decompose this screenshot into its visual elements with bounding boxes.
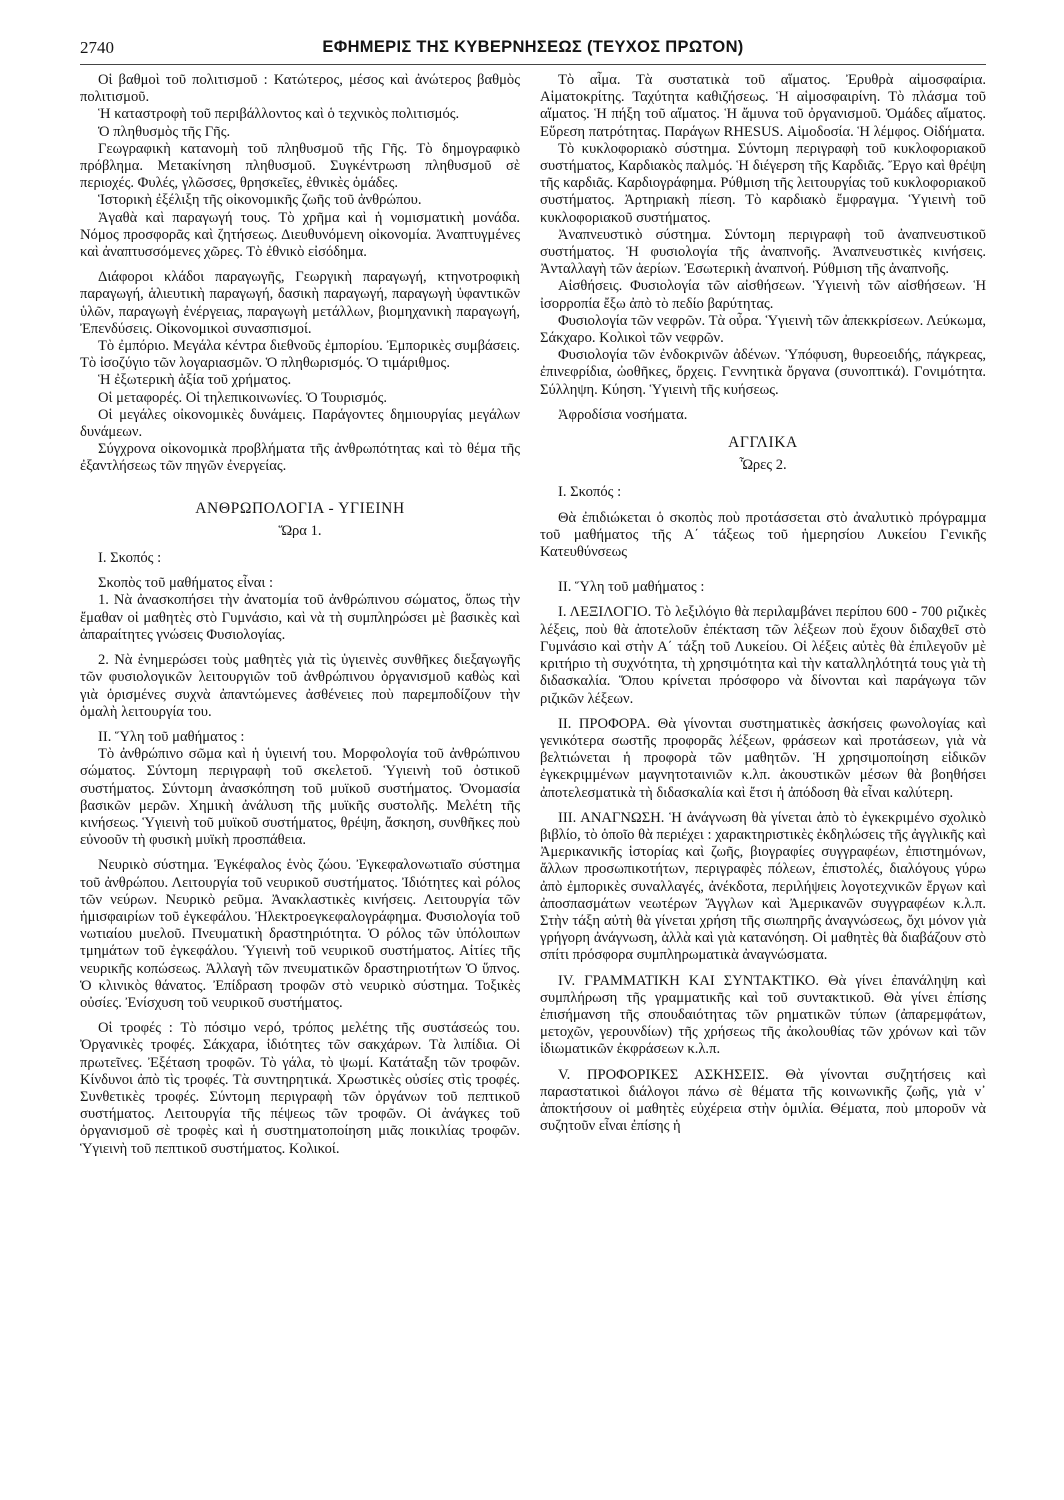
paragraph: Ἀναπνευστικὸ σύστημα. Σύντομη περιγραφὴ τοῦ ἀναπνευστικοῦ συστήματος. Ἡ φυσιολογία τῆς ἀναπνοῆς. Ἀναπνευστικὲς κινήσεις. Ἀνταλλαγὴ τῶν ἀερίων. Ἐσωτερικὴ ἀναπνοή. Ρύθμιση τῆς ἀναπνοῆς.: [540, 226, 986, 278]
gazette-title: ΕΦΗΜΕΡΙΣ ΤΗΣ ΚΥΒΕΡΝΗΣΕΩΣ (ΤΕΥΧΟΣ ΠΡΩΤΟΝ): [322, 38, 744, 56]
section-title-anthropology: ΑΝΘΡΩΠΟΛΟΓΙΑ - ΥΓΙΕΙΝΗ: [195, 499, 405, 517]
matter-heading: ΙΙ. Ὕλη τοῦ μαθήματος :: [98, 728, 245, 745]
aim-heading: Ι. Σκοπός :: [98, 550, 162, 567]
pronunciation-paragraph: ΙΙ. ΠΡΟΦΟΡΑ. Θὰ γίνονται συστηματικὲς ἀσκήσεις φωνολογίας καὶ γενικότερα σωστῆς προφορᾶς λέξεων, φράσεων καὶ προτάσεων, γιὰ νὰ βελτιώνεται ἡ προφορὰ τῶν μαθητῶν. Ἡ χρησιμοποίηση εἰδικῶν ἐγκεκριμμένων μαγνητοταινιῶν κ.λπ. ἀκουστικῶν μέσων θὰ βοηθήσει ἀποτελεσματικὰ τὴ διδασκαλία καὶ ἔτσι ἡ ἀπόδοση θὰ εἶναι καλύτερη.: [540, 715, 986, 801]
right-column: [540, 72, 986, 1135]
aim-heading: Ι. Σκοπός :: [558, 484, 622, 501]
paragraph: Ἡ ἐξωτερικὴ ἀξία τοῦ χρήματος.: [98, 372, 292, 389]
page-header: [80, 38, 986, 62]
page-number: 2740: [80, 38, 114, 57]
paragraph: Ἀγαθὰ καὶ παραγωγή τους. Τὸ χρῆμα καὶ ἡ νομισματικὴ μονάδα. Νόμος προσφορᾶς καὶ ζητήσεως. Διευθυνόμενη οἰκονομία. Ἀναπτυγμένες καὶ ἀναπτυσσόμενες χῶρες. Τὸ ἐθνικὸ εἰσόδημα.: [80, 209, 520, 261]
paragraph: Νευρικὸ σύστημα. Ἐγκέφαλος ἑνὸς ζώου. Ἐγκεφαλονωτιαῖο σύστημα τοῦ ἀνθρώπου. Λειτουργία τοῦ νευρικοῦ συστήματος. Ἰδιότητες καὶ ρόλος τῶν νεύρων. Νευρικὸ ρεῦμα. Ἀνακλαστικὲς κινήσεις. Λειτουργία τῶν ἡμισφαιρίων τοῦ ἐγκεφάλου. Ἠλεκτροεγκεφαλογράφημα. Φυσιολογία τοῦ νωτιαίου μυελοῦ. Πνευματικὴ δραστηριότητα. Ὁ ρόλος τῶν ὑπόλοιπων τμημάτων τοῦ ἐγκεφάλου. Ὑγιεινὴ τοῦ νευρικοῦ συστήματος. Αἰτίες τῆς νευρικῆς κοπώσεως. Ἀλλαγὴ τῶν πνευματικῶν δραστηριοτήτων Ὁ ὕπνος. Ὁ κλινικὸς θάνατος. Ἐπίδραση τροφῶν στὸ νευρικὸ σύστημα. Τοξικὲς οὐσίες. Ἐνίσχυση τοῦ νευρικοῦ συστήματος.: [80, 857, 520, 1011]
paragraph: Γεωγραφικὴ κατανομὴ τοῦ πληθυσμοῦ τῆς Γῆς. Τὸ δημογραφικὸ πρόβλημα. Μετακίνηση πληθυσμοῦ. Συγκέντρωση πληθυσμοῦ σὲ περιοχές. Φυλές, γλῶσσες, θρησκεῖες, ἐθνικὲς ὁμάδες.: [80, 140, 520, 192]
paragraph: Ἀφροδίσια νοσήματα.: [558, 406, 688, 423]
paragraph: Ἱστορικὴ ἐξέλιξη τῆς οἰκονομικῆς ζωῆς τοῦ ἀνθρώπου.: [98, 192, 422, 209]
paragraph: Οἱ μεγάλες οἰκονομικὲς δυνάμεις. Παράγοντες δημιουργίας μεγάλων δυνάμεων.: [80, 406, 520, 441]
left-column: [80, 72, 520, 1158]
paragraph: Οἱ μεταφορές. Οἱ τηλεπικοινωνίες. Ὁ Τουρισμός.: [98, 389, 388, 406]
header-rule: [80, 64, 986, 65]
aim-item-2: 2. Νὰ ἐνημερώσει τοὺς μαθητὲς γιὰ τὶς ὑγιεινὲς συνθῆκες διεξαγωγῆς τῶν φυσιολογικῶν λειτουργιῶν τοῦ ἀνθρώπινου ὀργανισμοῦ καθὼς καὶ γιὰ ὁρισμένες συχνὰ ἀπαντώμενες ἀσθένειες ποὺ παρεμποδίζουν τὴν ὁμαλὴ λειτουργία του.: [80, 652, 520, 720]
paragraph: Σύγχρονα οἰκονομικὰ προβλήματα τῆς ἀνθρωπότητας καὶ τὸ θέμα τῆς ἐξαντλήσεως τῶν πηγῶν ἐνεργείας.: [80, 441, 520, 475]
section-hours: Ὧρες 2.: [739, 457, 787, 474]
paragraph: Τὸ αἷμα. Τὰ συστατικὰ τοῦ αἵματος. Ἐρυθρὰ αἱμοσφαίρια. Αἱματοκρίτης. Ταχύτητα καθιζήσεως. Ἡ αἱμοσφαιρίνη. Τὸ πλάσμα τοῦ αἵματος. Ἡ πήξη τοῦ αἵματος. Ἡ ἄμυνα τοῦ ὀργανισμοῦ. Ὁμάδες αἵματος. Εὕρεση πατρότητας. Παράγων RHESUS. Αἱμοδοσία. Ἡ λέμφος. Οἰδήματα.: [540, 72, 986, 140]
aim-item-1: 1. Νὰ ἀνασκοπήσει τὴν ἀνατομία τοῦ ἀνθρώπινου σώματος, ὅπως τὴν ἔμαθαν οἱ μαθητὲς στὸ Γυμνάσιο, καὶ νὰ τὴ συμπληρώσει μὲ βασικὲς καὶ ἀπαραίτητες γνώσεις Φυσιολογίας.: [80, 592, 520, 643]
paragraph: Οἱ βαθμοὶ τοῦ πολιτισμοῦ : Κατώτερος, μέσος καὶ ἀνώτερος βαθμὸς πολιτισμοῦ.: [80, 72, 520, 106]
aim-intro: Σκοπὸς τοῦ μαθήματος εἶναι :: [98, 575, 274, 592]
section-hours: Ὥρα 1.: [278, 522, 322, 539]
grammar-paragraph: IV. ΓΡΑΜΜΑΤΙΚΗ ΚΑΙ ΣΥΝΤΑΚΤΙΚΟ. Θὰ γίνει ἐπανάληψη καὶ συμπλήρωση τῆς γραμματικῆς καὶ τοῦ συντακτικοῦ. Θὰ γίνει ἐπίσης ἐπισήμανση τῆς σπουδαιότητας τῶν ρηματικῶν τύπων (ἀπαρεμφάτων, μετοχῶν, γερουνδίων) τῆς χρήσεως τῆς ἀκολουθίας τῶν χρόνων καὶ τῶν ἰδιωματικῶν ἐκφράσεων κ.λ.π.: [540, 972, 986, 1058]
reading-paragraph: ΙΙΙ. ΑΝΑΓΝΩΣΗ. Ἡ ἀνάγνωση θὰ γίνεται ἀπὸ τὸ ἐγκεκριμένο σχολικὸ βιβλίο, τὸ ὁποῖο θὰ περιέχει : χαρακτηριστικὲς ἐκδηλώσεις τῆς ἀγγλικῆς καὶ Ἀμερικανικῆς ἱστορίας καὶ ζωῆς, βιογραφίες συγγραφέων, ἐπιστημόνων, ἄλλων προσωπικοτήτων, περιγραφὲς πόλεων, ἐπιστολές, διαλόγους γύρω ἀπὸ ἐμπορικὲς συναλλαγές, ἀνέκδοτα, περιλήψεις λογοτεχνικῶν ἔργων καὶ ἀποσπασμάτων νεωτέρων Ἄγγλων καὶ Ἀμερικανῶν συγγραφέων κ.λ.π. Στὴν τάξη αὐτὴ θὰ γίνεται χρήση τῆς σιωπηρῆς ἀναγνώσεως, ὄχι μόνον γιὰ γρήγορη ἀνάγνωση, ἀλλὰ καὶ γιὰ κατανόηση. Οἱ μαθητὲς θὰ διαβάζουν στὸ σπίτι πρόσφορα συμπληρωματικὰ ἀναγνώσματα.: [540, 809, 986, 964]
paragraph: Ὁ πληθυσμὸς τῆς Γῆς.: [98, 123, 231, 140]
paragraph: Ἡ καταστροφὴ τοῦ περιβάλλοντος καὶ ὁ τεχνικὸς πολιτισμός.: [98, 106, 460, 123]
paragraph: Φυσιολογία τῶν νεφρῶν. Τὰ οὖρα. Ὑγιεινὴ τῶν ἀπεκκρίσεων. Λεύκωμα, Σάκχαρο. Κολικοὶ τῶν νεφρῶν.: [540, 312, 986, 347]
aim-text: Θὰ ἐπιδιώκεται ὁ σκοπὸς ποὺ προτάσσεται στὸ ἀναλυτικὸ πρόγραμμα τοῦ μαθήματος τῆς Α΄ τάξεως τοῦ ἡμερησίου Λυκείου Γενικῆς Κατευθύνσεως: [540, 509, 986, 561]
section-title-english: ΑΓΓΛΙΚΑ: [728, 434, 798, 452]
vocabulary-paragraph: Ι. ΛΕΞΙΛΟΓΙΟ. Τὸ λεξιλόγιο θὰ περιλαμβάνει περίπου 600 - 700 ριζικὲς λέξεις, ποὺ θὰ ἀποτελοῦν ἐπέκταση τῶν λέξεων ποὺ ἔχουν διδαχθεῖ στὸ Γυμνάσιο καὶ στὴν Α΄ τάξη τοῦ Λυκείου. Οἱ λέξεις αὐτὲς θὰ ἐπιλεγοῦν μὲ κριτήριο τὴ συχνότητα, τὴ χρησιμότητα καὶ τὴν καταλληλότητά τους γιὰ τὴ διδασκαλία. Ὅπου κρίνεται πρόσφορο νὰ δίνονται καὶ παράγωγα τῶν ριζικῶν λέξεων.: [540, 604, 986, 707]
paragraph: Οἱ τροφές : Τὸ πόσιμο νερό, τρόπος μελέτης τῆς συστάσεώς του. Ὀργανικὲς τροφές. Σάκχαρα, ἰδιότητες τῶν σακχάρων. Τὰ λιπίδια. Οἱ πρωτεῖνες. Ἐξέταση τροφῶν. Τὸ γάλα, τὸ ψωμί. Κατάταξη τῶν τροφῶν. Κίνδυνοι ἀπὸ τὶς τροφές. Τὰ συντηρητικά. Χρωστικὲς οὐσίες στὶς τροφές. Συνθετικὲς τροφές. Σύντομη περιγραφὴ τῶν ὀργάνων τοῦ πεπτικοῦ συστήματος. Λειτουργία τῆς πέψεως τῶν τροφῶν. Οἱ ἀνάγκες τοῦ ὀργανισμοῦ σὲ τροφὲς καὶ ἡ συστηματοποίηση μιᾶς ποικιλίας τροφῶν. Ὑγιεινὴ τοῦ πεπτικοῦ συστήματος. Κολικοί.: [80, 1020, 520, 1157]
paragraph: Φυσιολογία τῶν ἐνδοκρινῶν ἀδένων. Ὑπόφυση, θυρεοειδής, πάγκρεας, ἐπινεφρίδια, ὠοθῆκες, ὄρχεις. Γεννητικὰ ὄργανα (συνοπτικά). Γονιμότητα. Σύλληψη. Κύηση. Ὑγιεινὴ τῆς κυήσεως.: [540, 347, 986, 398]
paragraph: Τὸ ἐμπόριο. Μεγάλα κέντρα διεθνοῦς ἐμπορίου. Ἐμπορικὲς συμβάσεις. Τὸ ἰσοζύγιο τῶν λογαριασμῶν. Ὁ πληθωρισμός. Ὁ τιμάριθμος.: [80, 338, 520, 372]
paragraph: Διάφοροι κλάδοι παραγωγῆς, Γεωργικὴ παραγωγή, κτηνοτροφικὴ παραγωγή, ἁλιευτικὴ παραγωγή, δασικὴ παραγωγή, παραγωγὴ ὑφαντικῶν ὑλῶν, παραγωγὴ ἐνέργειας, παραγωγὴ μετάλλων, βιομηχανικὴ παραγωγή, Ἐπενδύσεις. Οἰκονομικοὶ συνασπισμοί.: [80, 269, 520, 337]
paragraph: Τὸ κυκλοφοριακὸ σύστημα. Σύντομη περιγραφὴ τοῦ κυκλοφοριακοῦ συστήματος, Καρδιακὸς παλμός. Ἡ διέγερση τῆς Καρδιᾶς. Ἔργο καὶ θρέψη τῆς καρδιᾶς. Καρδιογράφημα. Ρύθμιση τῆς λειτουργίας τοῦ κυκλοφοριακοῦ συστήματος. Ἀρτηριακὴ πίεση. Τὸ καρδιακὸ ἔμφραγμα. Ὑγιεινὴ τοῦ κυκλοφοριακοῦ συστήματος.: [540, 140, 986, 226]
paragraph: Τὸ ἀνθρώπινο σῶμα καὶ ἡ ὑγιεινή του. Μορφολογία τοῦ ἀνθρώπινου σώματος. Σύντομη περιγραφὴ τοῦ σκελετοῦ. Ὑγιεινὴ τοῦ ὀστικοῦ συστήματος. Σύντομη ἀνασκόπηση τοῦ μυϊκοῦ συστήματος. Ὀνομασία βασικῶν μερῶν. Χημικὴ ἀνάλυση τῆς μυϊκῆς συστολῆς. Μελέτη τῆς κινήσεως. Ὑγιεινὴ τοῦ μυϊκοῦ συστήματος, θρέψη, ἄσκηση, συνθῆκες ποὺ εὐνοοῦν τὴ φυσικὴ μυϊκὴ προσπάθεια.: [80, 746, 520, 849]
paragraph: Αἰσθήσεις. Φυσιολογία τῶν αἰσθήσεων. Ὑγιεινὴ τῶν αἰσθήσεων. Ἡ ἰσορροπία ἔξω ἀπὸ τὸ πεδίο βαρύτητας.: [540, 278, 986, 312]
matter-heading: ΙΙ. Ὕλη τοῦ μαθήματος :: [558, 579, 705, 596]
oral-exercises-paragraph: V. ΠΡΟΦΟΡΙΚΕΣ ΑΣΚΗΣΕΙΣ. Θὰ γίνονται συζητήσεις καὶ παραστατικοὶ διάλογοι πάνω σὲ θέματα τῆς κοινωνικῆς ζωῆς, γιὰ ν᾿ ἀποκτήσουν οἱ μαθητὲς εὐχέρεια στὴν ὁμιλία. Θέματα, ποὺ μποροῦν νὰ συζητοῦν εἶναι ἐπίσης ἡ: [540, 1066, 986, 1135]
